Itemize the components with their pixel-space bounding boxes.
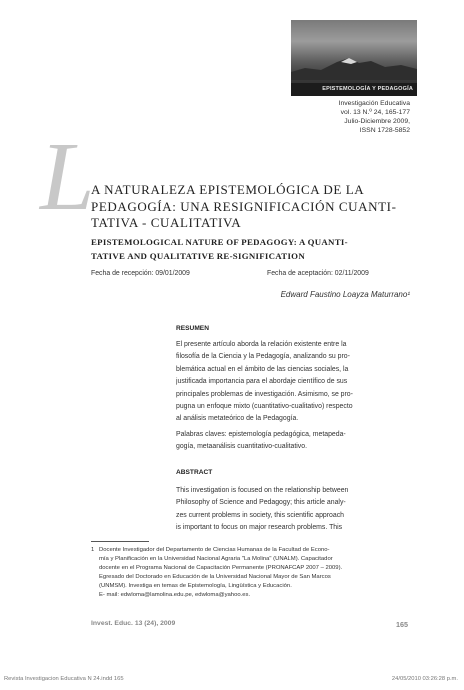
footnote-line: Egresado del Doctorado en Educación de la Universidad Nacional Mayor de San Marcos bbox=[99, 574, 331, 580]
resumen-line: al análisis metateórico de la Pedagogía. bbox=[176, 415, 299, 423]
resumen-body bbox=[176, 339, 410, 426]
title-es-line: A NATURALEZA EPISTEMOLÓGICA DE LA bbox=[91, 182, 365, 197]
header-image bbox=[291, 20, 417, 96]
slug-timestamp: 24/05/2010 03:26:28 p.m. bbox=[391, 676, 458, 682]
abstract-line: zes current problems in society, this scientific approach bbox=[176, 511, 344, 519]
drop-cap-letter: L bbox=[40, 123, 95, 231]
mountain-silhouette bbox=[291, 54, 417, 80]
footnote-line: Docente Investigador del Departamento de Ciencias Humanas de la Facultad de Econo- bbox=[99, 547, 330, 553]
journal-info-line: ISSN 1728-5852 bbox=[359, 127, 410, 134]
journal-info-line: Julio-Diciembre 2009, bbox=[344, 118, 410, 125]
header-image-band: EPISTEMOLOGÍA Y PEDAGOGÍA bbox=[291, 83, 417, 96]
resumen-line: filosofía de la Ciencia y la Pedagogía, analizando su pro- bbox=[176, 353, 350, 361]
abstract-heading: ABSTRACT bbox=[176, 469, 213, 476]
resumen-line: blemática actual en el ámbito de las ciencias sociales, la bbox=[176, 365, 349, 373]
footnote-line: docente en el Programa Nacional de Capacitación Permanente (PRONAFCAP 2007 – 2009). bbox=[99, 565, 343, 571]
resumen-line: El presente artículo aborda la relación existente entre la bbox=[176, 341, 347, 348]
abstract-line: Philosophy of Science and Pedagogy; this article analy- bbox=[176, 499, 346, 507]
resumen-heading: RESUMEN bbox=[176, 325, 209, 332]
abstract-line: is important to focus on major research problems. This bbox=[176, 524, 343, 532]
footnote-line: mía y Planificación en la Universidad Nacional Agraria "La Molina" (UNALM). Capacitador bbox=[99, 556, 333, 562]
title-en-line: EPISTEMOLOGICAL NATURE OF PEDAGOGY: A QUANTI- bbox=[91, 237, 348, 247]
keywords-line: Palabras claves: epistemología pedagógica, metapeda- bbox=[176, 431, 346, 438]
footnote-rule bbox=[91, 541, 149, 542]
footnote-line: (UNMSM). Investiga en temas de Epistemología, Lingüística y Educación. bbox=[99, 583, 292, 589]
title-en-line: TATIVE AND QUALITATIVE RE-SIGNIFICATION bbox=[91, 251, 305, 261]
title-es-line: TATIVA - CUALITATIVA bbox=[91, 215, 242, 230]
journal-info-line: vol. 13 N.º 24, 165-177 bbox=[340, 109, 410, 116]
abstract-body bbox=[176, 485, 410, 535]
accepted-date: Fecha de aceptación: 02/11/2009 bbox=[267, 270, 369, 277]
journal-info-line: Investigación Educativa bbox=[338, 100, 410, 107]
page-number: 165 bbox=[396, 620, 408, 629]
keywords-line: gogía, metaanálisis cuantitativo-cualitativo. bbox=[176, 443, 307, 451]
keywords-block bbox=[176, 429, 410, 454]
footnote-number: 1 bbox=[91, 547, 95, 553]
author-name: Edward Faustino Loayza Maturrano¹ bbox=[280, 290, 410, 299]
resumen-line: justificada importancia para el abordaje científico de sus bbox=[176, 378, 348, 386]
title-es-line: PEDAGOGÍA: UNA RESIGNIFICACIÓN CUANTI- bbox=[91, 199, 397, 214]
abstract-line: This investigation is focused on the relationship between bbox=[176, 487, 349, 494]
footer-journal-ref: Invest. Educ. 13 (24), 2009 bbox=[91, 620, 176, 627]
slug-filename: Revista Investigacion Educativa N 24.indd 165 bbox=[4, 676, 124, 682]
received-date: Fecha de recepción: 09/01/2009 bbox=[91, 270, 190, 277]
resumen-line: principales problemas de investigación. Asimismo, se pro- bbox=[176, 390, 353, 398]
footnote-line: E- mail: edwloma@lamolina.edu.pe, edwloma@yahoo.es. bbox=[99, 592, 251, 598]
resumen-line: pugna un enfoque mixto (cuantitativo-cualitativo) respecto bbox=[176, 402, 353, 410]
